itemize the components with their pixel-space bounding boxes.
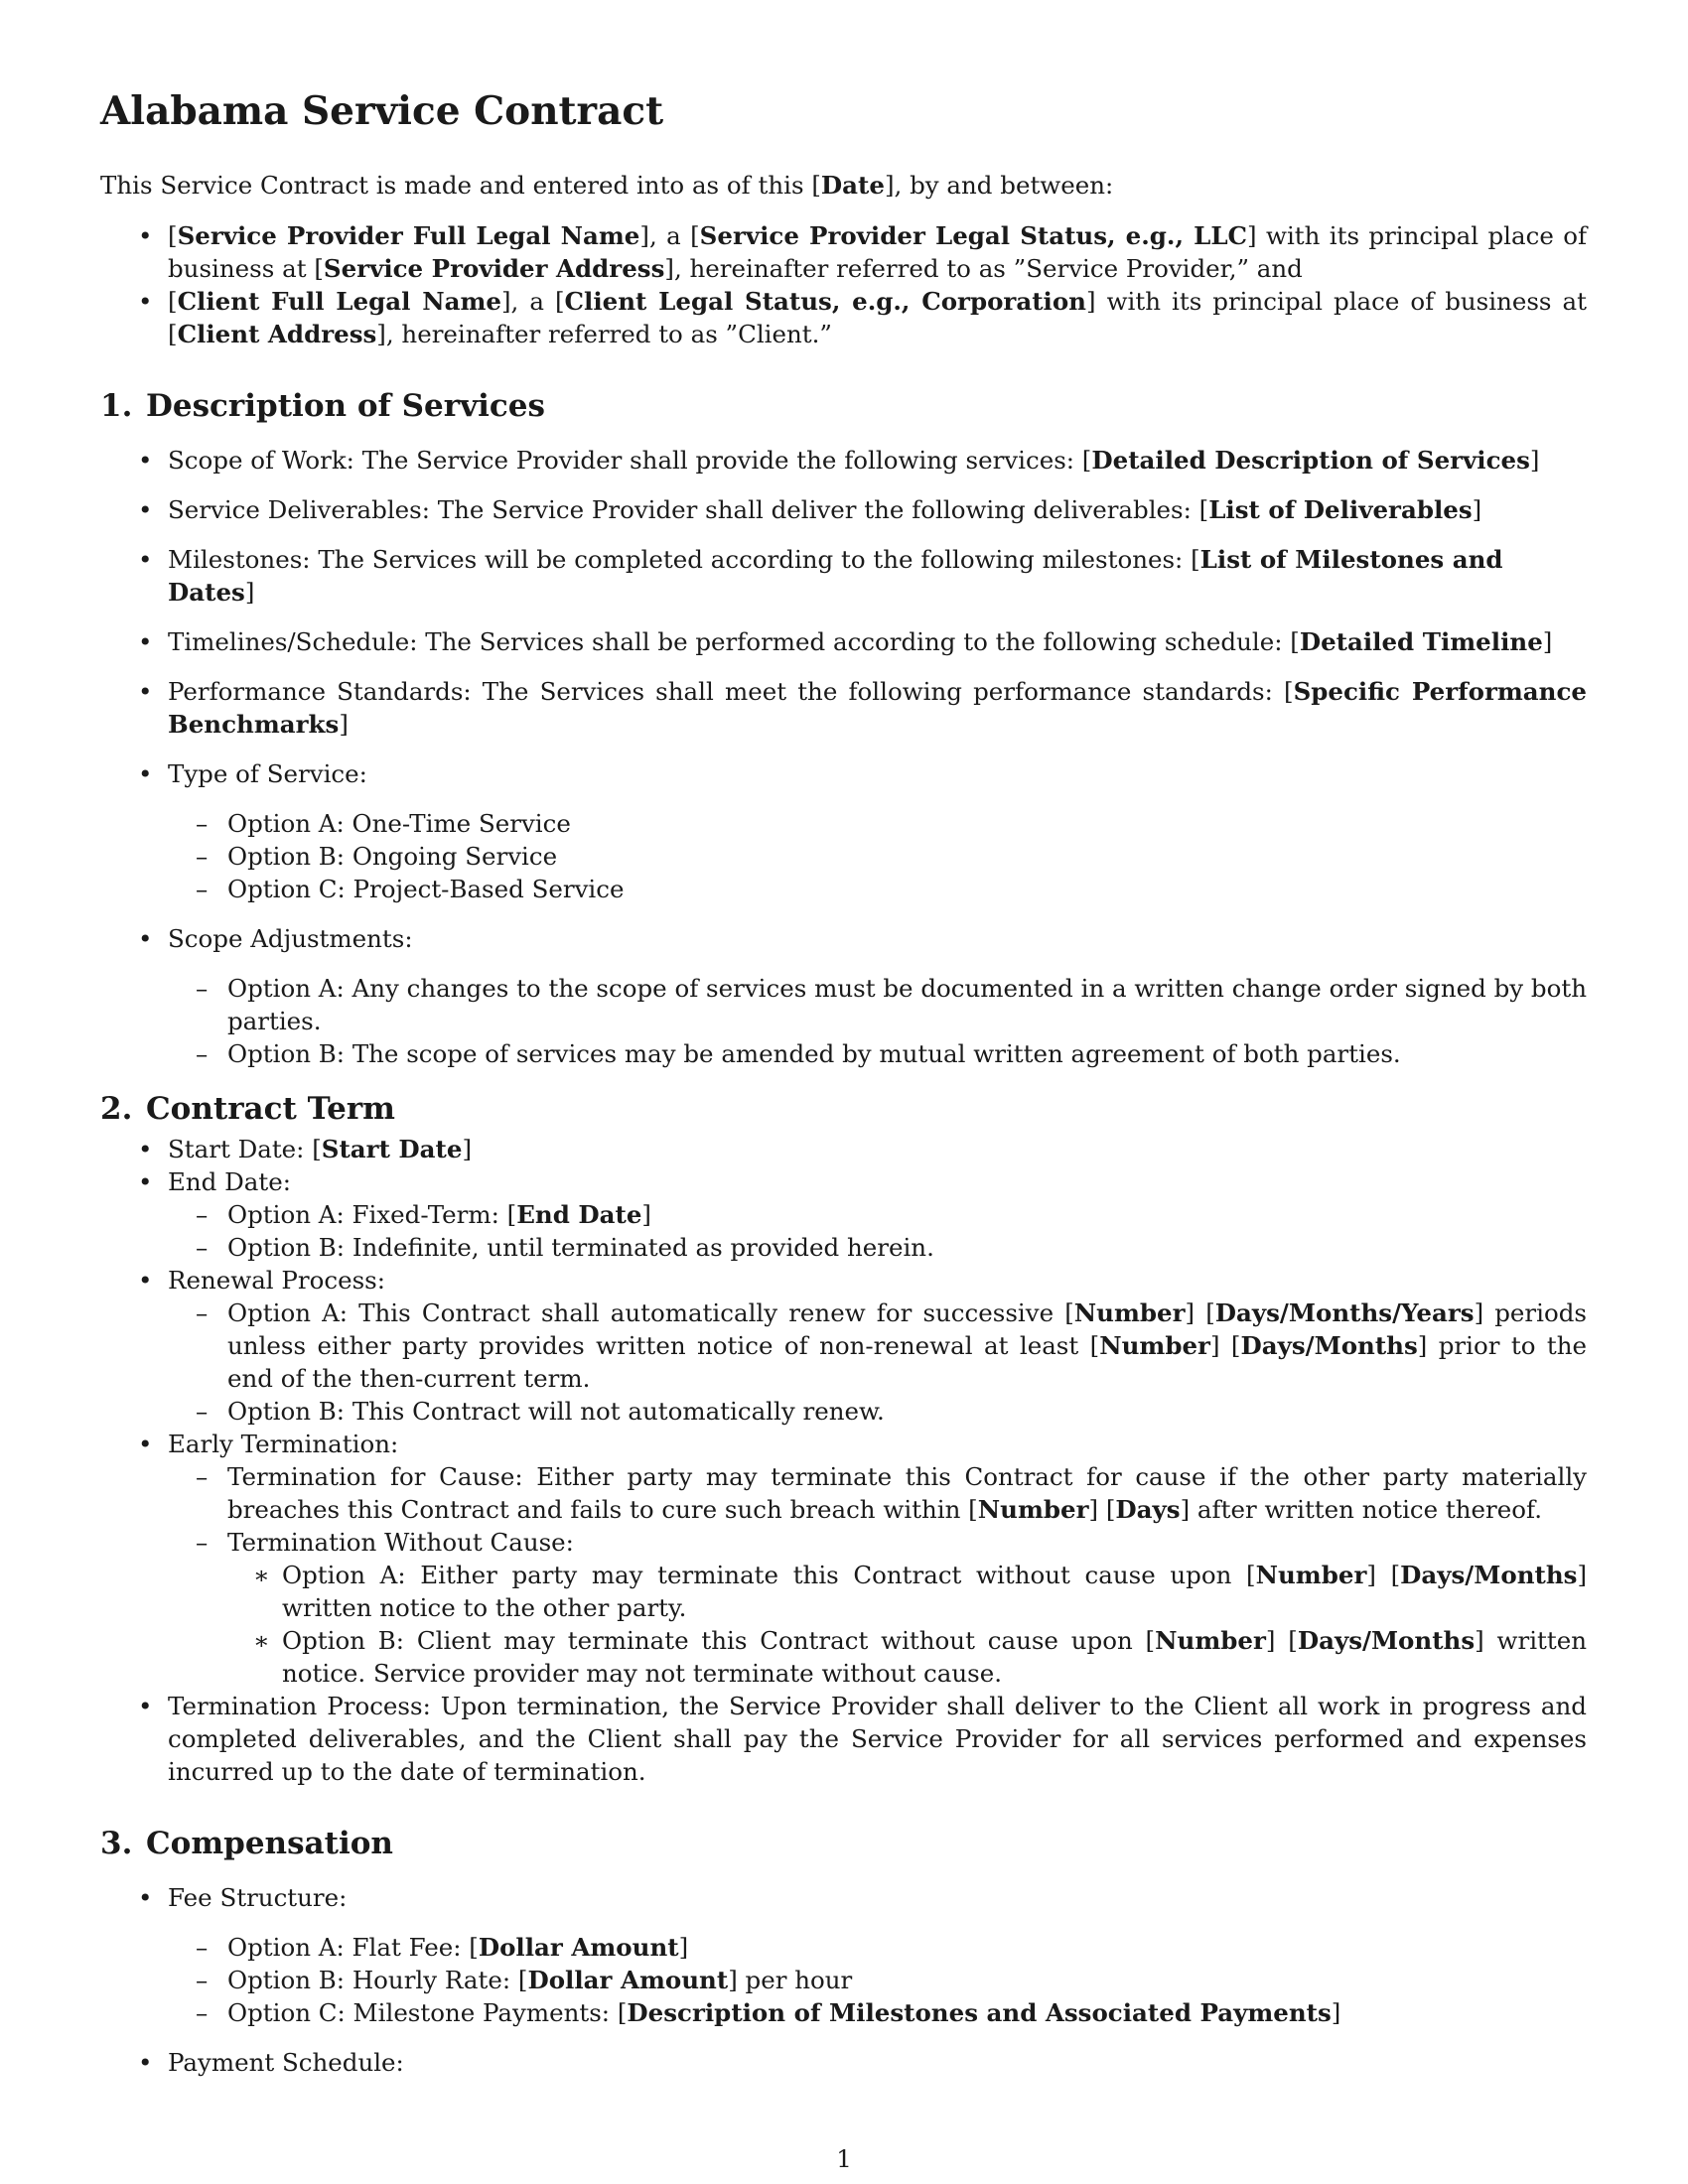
list-item-early-termination: • Early Termination: – Termination for Cause: Either party may terminate this Contract for cause if the other party materially breaches this Contract and fails to cure such breach within [Number] [Days] after written notice thereof. – Termination Without Cause: ∗ Option A: Either party may terminate this Contract without cause upon [Number] [Days/Months] written notice to the other party. ∗ Option B: Client may terminate this Contract without cause upon [Number] [Days/Months] written notice. Service provider may not terminate without cause. — [100, 1428, 1587, 1690]
list-item: – Option B: The scope of services may be amended by mutual written agreement of both parties. — [166, 1037, 1587, 1070]
list-item: • Service Deliverables: The Service Provider shall deliver the following deliverables: [List of Deliverables] — [100, 493, 1587, 526]
list-item-renewal: • Renewal Process: – Option A: This Contract shall automatically renew for successive [Number] [Days/Months/Years] periods unless either party provides written notice of non-renewal at least [Number] [Days/Months] prior to the end of the then-current term. – Option B: This Contract will not automatically renew. — [100, 1264, 1587, 1428]
list-item: • Scope of Work: The Service Provider shall provide the following services: [Detailed Description of Services] — [100, 444, 1587, 477]
list-item: – Option B: Indefinite, until terminated as provided herein. — [166, 1231, 1587, 1264]
list-item-scope-adjustments: • Scope Adjustments: – Option A: Any changes to the scope of services must be documented in a written change order signed by both parties. – Option B: The scope of services may be amended by mutual written agreement of both parties. — [100, 922, 1587, 1070]
list-item: – Option A: Any changes to the scope of services must be documented in a written change order signed by both parties. — [166, 972, 1587, 1037]
list-item-end-date: • End Date: – Option A: Fixed-Term: [End Date] – Option B: Indefinite, until terminated as provided herein. — [100, 1165, 1587, 1264]
list-item: – Option A: This Contract shall automatically renew for successive [Number] [Days/Months/Years] periods unless either party provides written notice of non-renewal at least [Number] [Days/Months] prior to the end of the then-current term. — [166, 1297, 1587, 1395]
list-item: – Option C: Project-Based Service — [166, 873, 1587, 905]
list-item: • Timelines/Schedule: The Services shall be performed according to the following schedule: [Detailed Timeline] — [100, 625, 1587, 658]
parties-list — [100, 219, 1587, 350]
services-list — [100, 444, 1587, 1070]
list-item: • Milestones: The Services will be completed according to the following milestones: [List of Milestones and Dates] — [100, 543, 1587, 609]
list-item: – Option A: Fixed-Term: [End Date] — [166, 1198, 1587, 1231]
list-item: – Termination Without Cause: ∗ Option A: Either party may terminate this Contract without cause upon [Number] [Days/Months] written notice to the other party. ∗ Option B: Client may terminate this Contract without cause upon [Number] [Days/Months] written notice. Service provider may not terminate without cause. — [166, 1526, 1587, 1690]
adjustment-options-list — [168, 972, 1587, 1070]
list-item-fee-structure: • Fee Structure: – Option A: Flat Fee: [Dollar Amount] – Option B: Hourly Rate: [Dollar Amount] per hour – Option C: Milestone Payments: [Description of Milestones and Associated Payments] — [100, 1881, 1587, 2029]
list-item: – Termination for Cause: Either party may terminate this Contract for cause if the other party materially breaches this Contract and fails to cure such breach within [Number] [Days] after written notice thereof. — [166, 1460, 1587, 1526]
type-options-list — [168, 807, 1587, 905]
section-heading: 1. Description of Services — [100, 388, 545, 424]
list-item: – Option B: This Contract will not automatically renew. — [166, 1395, 1587, 1428]
list-item-termination-process: • Termination Process: Upon termination, the Service Provider shall deliver to the Client all work in progress and completed deliverables, and the Client shall pay the Service Provider for all services performed and expenses incurred up to the date of termination. — [100, 1690, 1587, 1788]
compensation-list — [100, 1881, 1587, 2079]
early-termination-options — [168, 1460, 1587, 1690]
list-item: – Option C: Milestone Payments: [Description of Milestones and Associated Payments] — [166, 1996, 1587, 2029]
list-item: – Option A: One-Time Service — [166, 807, 1587, 840]
section-heading: 3. Compensation — [100, 1826, 393, 1861]
intro-paragraph: This Service Contract is made and entered into as of this [Date], by and between: — [100, 171, 1114, 200]
fee-options — [168, 1931, 1587, 2029]
without-cause-options — [227, 1559, 1587, 1690]
list-item: – Option A: Flat Fee: [Dollar Amount] — [166, 1931, 1587, 1964]
party-client: • [Client Full Legal Name], a [Client Legal Status, e.g., Corporation] with its principal place of business at [Client Address], hereinafter referred to as ”Client.” — [100, 285, 1587, 350]
party-service-provider: • [Service Provider Full Legal Name], a [Service Provider Legal Status, e.g., LLC] with its principal place of business at [Service Provider Address], hereinafter referred to as ”Service Provider,” and — [100, 219, 1587, 285]
list-item-type-of-service: • Type of Service: – Option A: One-Time Service – Option B: Ongoing Service – Option C: Project-Based Service — [100, 757, 1587, 905]
page-number: 1 — [836, 2144, 852, 2173]
list-item: • Performance Standards: The Services shall meet the following performance standards: [Specific Performance Benchmarks] — [100, 675, 1587, 741]
section-contract-term — [100, 1089, 1587, 1788]
end-date-options — [168, 1198, 1587, 1264]
list-item: ∗ Option B: Client may terminate this Contract without cause upon [Number] [Days/Months] written notice. Service provider may not terminate without cause. — [227, 1624, 1587, 1690]
renewal-options — [168, 1297, 1587, 1428]
list-item: – Option B: Hourly Rate: [Dollar Amount] per hour — [166, 1964, 1587, 1996]
section-heading: 2. Contract Term — [100, 1091, 395, 1127]
list-item-payment-schedule: • Payment Schedule: — [100, 2046, 1587, 2079]
list-item: ∗ Option A: Either party may terminate this Contract without cause upon [Number] [Days/Months] written notice to the other party. — [227, 1559, 1587, 1624]
section-compensation — [100, 1824, 1587, 2079]
document-title: Alabama Service Contract — [100, 88, 664, 134]
term-list — [100, 1133, 1587, 1788]
section-description-of-services — [100, 386, 1587, 1070]
list-item-start-date: • Start Date: [Start Date] — [100, 1133, 1587, 1165]
list-item: – Option B: Ongoing Service — [166, 840, 1587, 873]
document-page — [100, 87, 1587, 2096]
